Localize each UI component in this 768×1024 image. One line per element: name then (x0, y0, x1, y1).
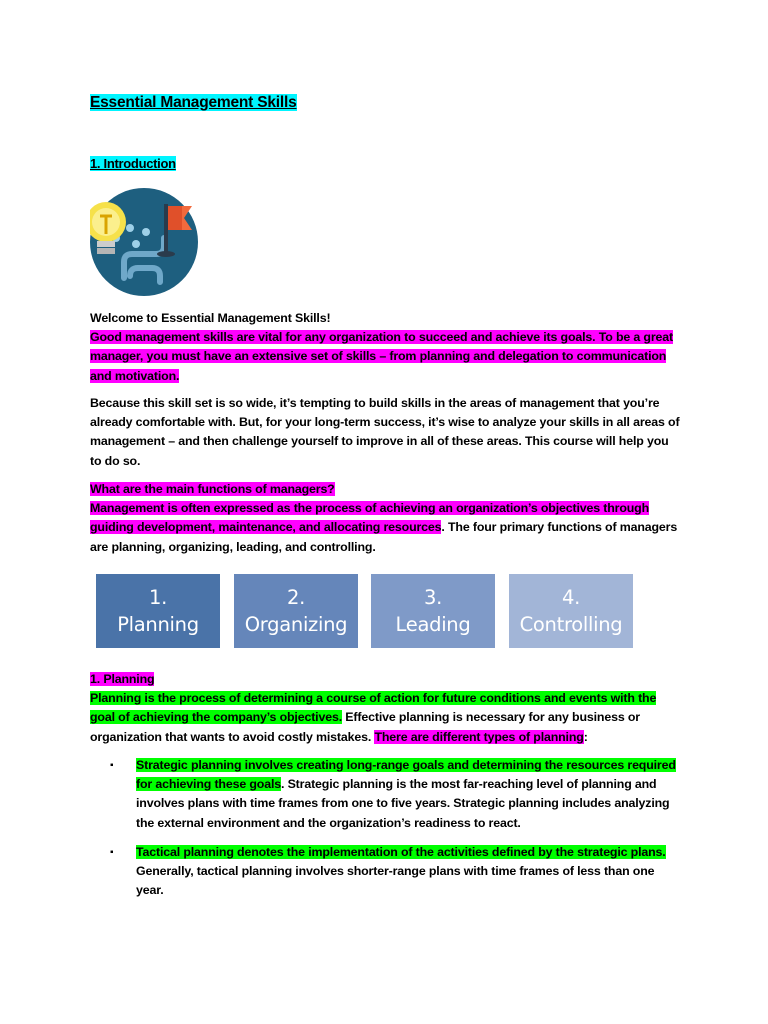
planning-types-list (110, 756, 680, 900)
planning-paragraph: Planning is the process of determining a course of action for future conditions and events with the goal of achieving the company’s objectives. Effective planning is necessary for any business or organization that wants to avoid costly mistakes. There are different types of planning: (90, 691, 657, 744)
skills-paragraph: Because this skill set is so wide, it’s tempting to build skills in the areas of management that you’re already comfortable with. But, for your long-term success, it’s wise to analyze your skills in all areas of management – and then challenge yourself to improve in all of these areas. This course will help you to do so. (90, 396, 680, 468)
function-box-organizing: 2. Organizing (234, 574, 358, 648)
planning-section (90, 670, 680, 747)
functions-diagram (96, 574, 636, 648)
bullet-icon: ▪ (110, 760, 114, 771)
bullet-icon: ▪ (110, 846, 114, 858)
functions-question: What are the main functions of managers? (90, 482, 335, 496)
intro-section (90, 309, 680, 386)
function-box-controlling: 4. Controlling (509, 574, 633, 648)
planning-heading: 1. Planning (90, 672, 155, 686)
functions-section (90, 480, 680, 557)
functions-paragraph: Management is often expressed as the process of achieving an organization’s objectives through guiding development, maintenance, and allocating resources. The four primary functions of managers are planning, organizing, leading, and controlling. (90, 501, 678, 554)
intro-heading: 1. Introduction (90, 156, 176, 171)
idea-goal-icon (90, 188, 198, 296)
function-box-planning: 1. Planning (96, 574, 220, 648)
document-title: Essential Management Skills (90, 94, 297, 111)
list-item-tactical: ▪ Tactical planning denotes the implementation of the activities defined by the strategic plans. Generally, tactical planning involves shorter-range plans with time frames of less than one year. (110, 844, 666, 898)
welcome-line: Welcome to Essential Management Skills! (90, 311, 331, 325)
list-item-strategic: ▪ Strategic planning involves creating long-range goals and determining the resources required for achieving these goals. Strategic planning is the most far-reaching level of planning and involves plans with time frames from one to five years. Strategic planning includes analyzing the external environment and the organization’s readiness to react. (110, 758, 676, 830)
intro-paragraph: Good management skills are vital for any organization to succeed and achieve its goals. To be a great manager, you must have an extensive set of skills – from planning and delegation to communication and motivation. (90, 330, 673, 383)
function-box-leading: 3. Leading (371, 574, 495, 648)
